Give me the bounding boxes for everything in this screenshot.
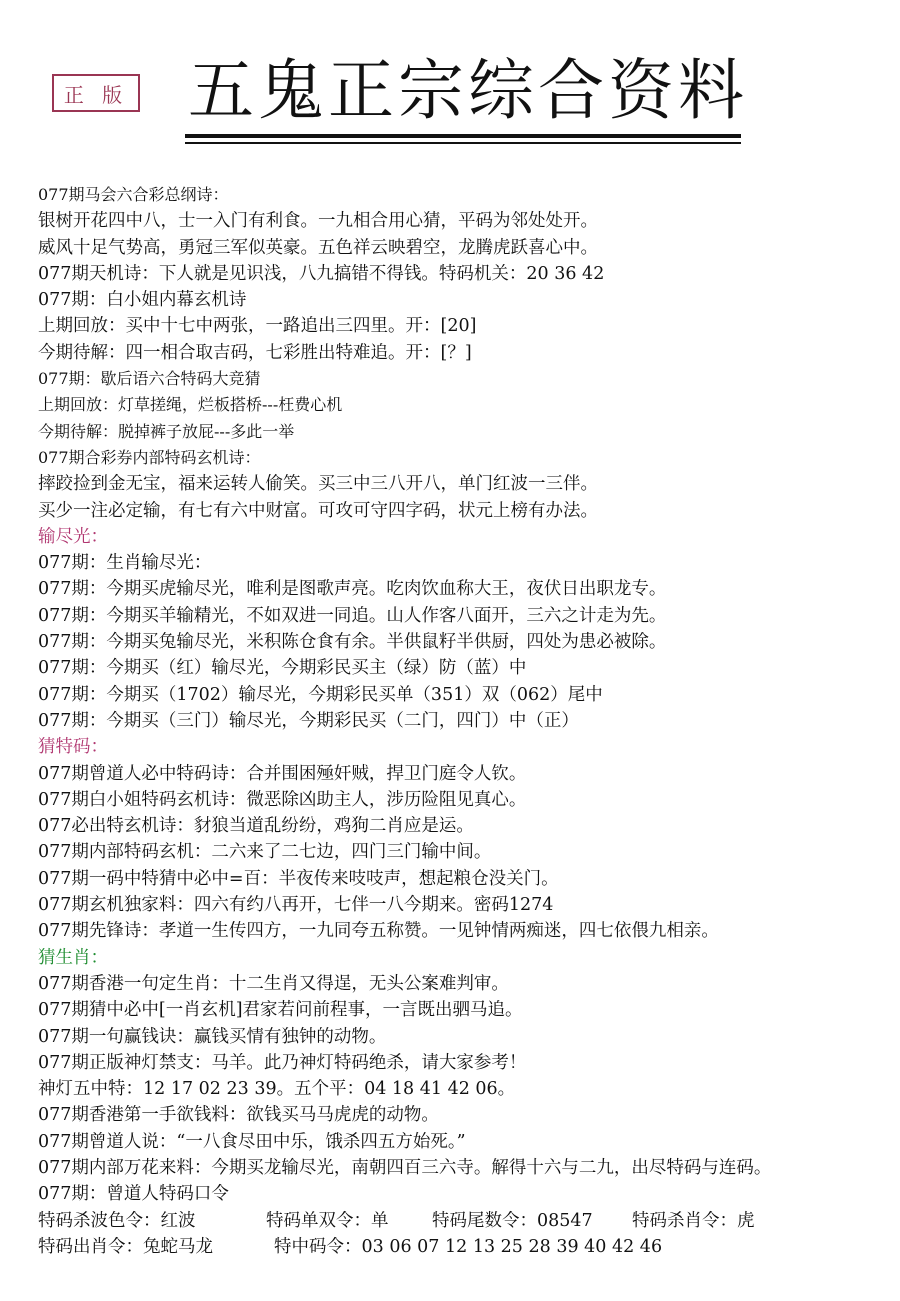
text-line: 077期天机诗：下人就是见识浅，八九搞错不得钱。特码机关：20 36 42 [38, 263, 605, 284]
section-heading: 输尽光： [38, 526, 108, 547]
hit-numbers-order: 特中码令：03 06 07 12 13 25 28 39 40 42 46 [274, 1236, 663, 1257]
text-line: 买少一注必定输，有七有六中财富。可攻可守四字码，状元上榜有办法。 [38, 500, 598, 521]
text-line: 077期玄机独家料：四六有约八再开，七伴一八今期来。密码1274 [38, 895, 554, 916]
text-line: 上期回放：买中十七中两张，一路追出三四里。开：[20] [38, 316, 477, 337]
text-line: 077期：歇后语六合特码大竞猜 [38, 369, 261, 389]
text-line: 077期曾道人说：“一八食尽田中乐，饿杀四五方始死。” [38, 1131, 466, 1152]
text-line: 077期内部万花来料：今期买龙输尽光，南朝四百三六寺。解得十六与二九，出尽特码与连码。 [38, 1157, 772, 1178]
text-line: 077期：今期买（三门）输尽光，今期彩民买（二门，四门）中（正） [38, 710, 579, 731]
title-underline-thin [185, 142, 741, 144]
text-line: 077期猜中必中[一肖玄机]君家若问前程事，一言既出驷马追。 [38, 1000, 523, 1021]
text-line: 077期：今期买羊输精光，不如双进一同追。山人作客八面开，三六之计走为先。 [38, 605, 667, 626]
text-line: 077期一句赢钱诀：赢钱买情有独钟的动物。 [38, 1026, 387, 1047]
text-line: 077期：今期买（1702）输尽光，今期彩民买单（351）双（062）尾中 [38, 684, 603, 705]
title-underline-thick [185, 134, 741, 138]
section-heading: 猜特码： [38, 737, 108, 758]
text-line: 077期：今期买兔输尽光，米积陈仓食有余。半供鼠籽半供厨，四处为患必被除。 [38, 632, 667, 653]
text-line: 今期待解：四一相合取吉码，七彩胜出特难追。开：[？] [38, 342, 472, 363]
text-line: 神灯五中特：12 17 02 23 39。五个平：04 18 41 42 06。 [38, 1079, 516, 1100]
text-line: 077期正版神灯禁支：马羊。此乃神灯特码绝杀，请大家参考！ [38, 1052, 527, 1073]
zodiac-kill-order: 特码杀肖令：虎 [632, 1210, 755, 1231]
text-line: 077期香港一句定生肖：十二生肖又得逞，无头公案难判审。 [38, 973, 509, 994]
text-line: 077期香港第一手欲钱料：欲钱买马马虎虎的动物。 [38, 1105, 439, 1126]
text-line: 077期：生肖输尽光： [38, 553, 212, 574]
text-line: 077期一码中特猜中必中=百：半夜传来吱吱声，想起粮仓没关门。 [38, 868, 559, 889]
order-row-2 [38, 1234, 888, 1260]
text-line: 上期回放：灯草搓绳，烂板搭桥---枉费心机 [38, 395, 343, 415]
text-line: 077期曾道人必中特码诗：合并围困殛奸贼，捍卫门庭令人钦。 [38, 763, 527, 784]
text-line: 077期白小姐特码玄机诗：微恶除凶助主人，涉历险阻见真心。 [38, 789, 527, 810]
zodiac-out-order: 特码出肖令：兔蛇马龙 [38, 1236, 213, 1257]
text-line: 077期：今期买虎输尽光，唯利是图歌声亮。吃肉饮血称大王，夜伏日出职龙专。 [38, 579, 667, 600]
section-heading: 猜生肖： [38, 947, 108, 968]
text-line: 077期内部特码玄机：二六来了二七边，四门三门输中间。 [38, 842, 492, 863]
text-line: 077期：白小姐内幕玄机诗 [38, 290, 247, 311]
text-line: 077必出特玄机诗：豺狼当道乱纷纷，鸡狗二肖应是运。 [38, 816, 474, 837]
page-title: 五鬼正宗综合资料 [188, 52, 748, 129]
text-line: 077期马会六合彩总纲诗： [38, 185, 229, 204]
text-line: 077期：曾道人特码口令 [38, 1184, 229, 1205]
order-row-1 [38, 1208, 888, 1234]
wave-order: 特码杀波色令：红波 [38, 1210, 196, 1231]
oddeven-order: 特码单双令：单 [266, 1210, 389, 1231]
text-lines [38, 182, 888, 1208]
text-line: 077期先锋诗：孝道一生传四方，一九同夸五称赞。一见钟情两痴迷，四七依偎九相亲。 [38, 921, 719, 942]
tail-order: 特码尾数令：08547 [432, 1210, 593, 1231]
text-line: 摔跤捡到金无宝，福来运转人偷笑。买三中三八开八，单门红波一三伴。 [38, 474, 598, 495]
authentic-badge: 正 版 [52, 74, 140, 112]
text-line: 今期待解：脱掉裤子放屁---多此一举 [38, 421, 295, 441]
text-line: 077期：今期买（红）输尽光，今期彩民买主（绿）防（蓝）中 [38, 658, 527, 679]
text-line: 威风十足气势高，勇冠三军似英豪。五色祥云映碧空，龙腾虎跃喜心中。 [38, 237, 598, 258]
text-line: 077期合彩券内部特码玄机诗： [38, 447, 261, 467]
content-body [38, 182, 888, 1260]
text-line: 银树开花四中八，士一入门有利食。一九相合用心猜，平码为邻处处开。 [38, 211, 598, 232]
